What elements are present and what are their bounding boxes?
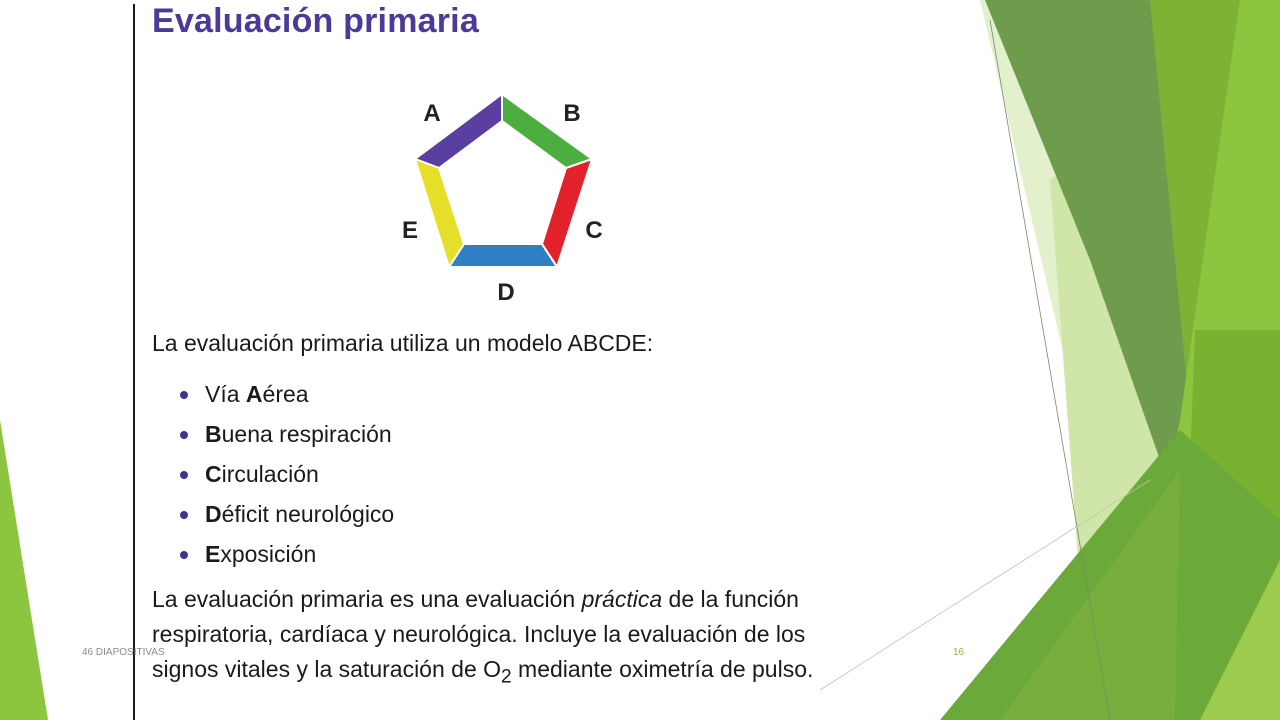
- item-rest: irculación: [221, 461, 319, 487]
- list-item: [180, 498, 394, 538]
- item-rest: xposición: [220, 541, 317, 567]
- item-prefix: Vía: [205, 381, 246, 407]
- list-item: [180, 458, 394, 498]
- intro-text: La evaluación primaria utiliza un modelo ABCDE:: [152, 330, 654, 356]
- bullet-dot: [180, 551, 188, 559]
- item-initial: D: [205, 501, 222, 527]
- pentagon-letter-e: E: [401, 217, 419, 244]
- pentagon-segment-d: [449, 244, 557, 267]
- pentagon-letter-d: D: [497, 279, 515, 300]
- item-rest: éficit neurológico: [221, 501, 395, 527]
- para-emphasis: práctica: [581, 586, 663, 612]
- list-item: [180, 378, 394, 418]
- item-rest: érea: [262, 381, 309, 407]
- para-part2: de la función respiratoria, cardíaca y neurológica. Incluye la evaluación de los signos vitales y la saturación de O: [152, 586, 806, 682]
- list-item: [180, 418, 394, 458]
- abcde-list: [180, 378, 394, 578]
- bullet-dot: [180, 471, 188, 479]
- description-paragraph: [152, 582, 832, 695]
- bullet-dot: [180, 391, 188, 399]
- item-initial: C: [205, 461, 222, 487]
- bullet-dot: [180, 431, 188, 439]
- pentagon-letter-c: C: [585, 217, 603, 244]
- bullet-dot: [180, 511, 188, 519]
- oxygen-subscript: 2: [501, 666, 512, 688]
- abcde-pentagon-diagram: [390, 80, 630, 300]
- footer-slide-count: 46 DIAPOSITIVAS: [82, 647, 165, 658]
- pentagon-segment-e: [415, 159, 464, 267]
- footer-page-number: 16: [953, 647, 965, 658]
- pentagon-letter-a: A: [423, 100, 441, 127]
- para-part3: mediante oximetría de pulso.: [511, 656, 814, 682]
- left-vertical-rule: [133, 4, 135, 720]
- item-initial: A: [245, 381, 263, 407]
- pentagon-segment-c: [542, 159, 592, 267]
- list-item: [180, 538, 394, 578]
- para-part1: La evaluación primaria es una evaluación: [152, 586, 582, 612]
- pentagon-letter-b: B: [563, 100, 581, 127]
- slide-title: Evaluación primaria: [152, 2, 479, 40]
- item-rest: uena respiración: [221, 421, 392, 447]
- item-initial: B: [205, 421, 222, 447]
- item-initial: E: [205, 541, 221, 567]
